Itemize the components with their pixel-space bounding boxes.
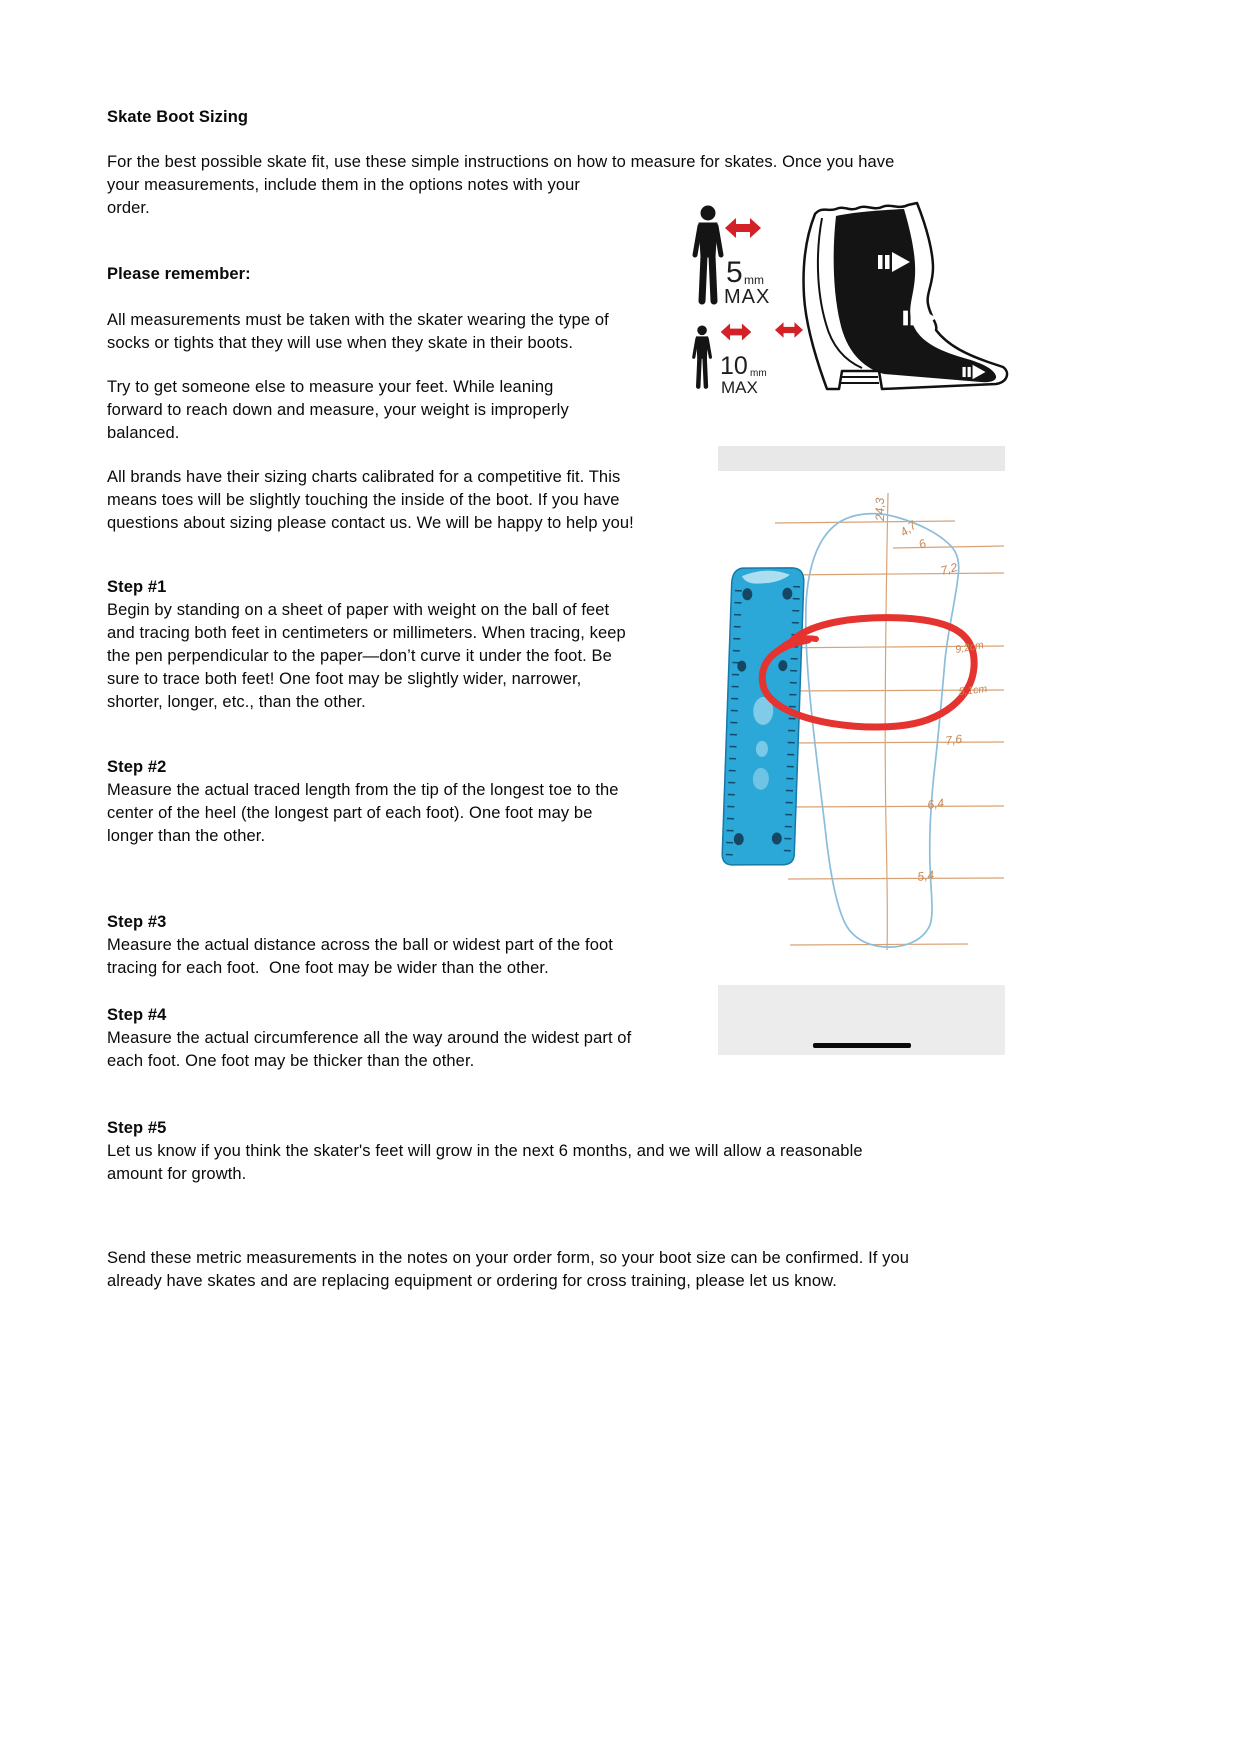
svg-text:6: 6 [916,536,929,552]
text-line: All measurements must be taken with the skater wearing the type of [107,311,609,329]
text-line: Measure the actual circumference all the way around the widest part of [107,1029,632,1047]
text-line: center of the heel (the longest part of each foot). One foot may be [107,804,593,822]
foot-tracing-photo [718,445,1005,1055]
text-line: Send these metric measurements in the notes on your order form, so your boot size can be confirmed. If you [107,1249,910,1267]
text-line: shorter, longer, etc., than the other. [107,693,366,711]
text-line: and tracing both feet in centimeters or millimeters. When tracing, keep [107,624,626,642]
step-2-body [107,779,619,848]
boot-diagram-graphic [686,200,1010,396]
svg-text:7,6: 7,6 [944,731,963,748]
heel-block-lines [840,377,879,383]
text-line: forward to reach down and measure, your weight is improperly [107,401,569,419]
measurement-lines [766,493,1004,950]
text-line: For the best possible skate fit, use these simple instructions on how to measure for skates. Once you have [107,153,895,171]
remember-paragraph-1 [107,309,609,355]
text-line: the pen perpendicular to the paper—don’t curve it under the foot. Be [107,647,612,665]
boot-sizing-diagram [686,200,1010,396]
text-line: amount for growth. [107,1165,247,1183]
ball-width-label: 9,2cm [954,639,985,656]
adult-figure-icon [695,206,721,301]
text-line: Try to get someone else to measure your feet. While leaning [107,378,554,396]
child-gap-value: 10 [720,352,748,380]
signature-line [813,1043,911,1048]
text-line: Measure the actual traced length from the tip of the longest toe to the [107,781,619,799]
svg-text:5,4: 5,4 [916,867,935,884]
step-1-heading: Step #1 [107,578,167,596]
step-5-heading: Step #5 [107,1119,167,1137]
text-line: Let us know if you think the skater's feet will grow in the next 6 months, and we will allow a reasonable [107,1142,863,1160]
text-line: balanced. [107,424,180,442]
step-5-body [107,1140,863,1186]
text-line: sure to trace both feet! One foot may be slightly wider, narrower, [107,670,582,688]
text-line: means toes will be slightly touching the inside of the boot. If you have [107,491,620,509]
text-line: All brands have their sizing charts calibrated for a competitive fit. This [107,468,621,486]
adult-gap-max: MAX [724,286,771,308]
child-figure-icon [694,326,711,387]
step-3-body [107,934,613,980]
step-3-heading: Step #3 [107,913,167,931]
child-gap-max: MAX [721,378,758,396]
text-line: tracing for each foot. One foot may be wider than the other. [107,959,549,977]
svg-text:5,1cm: 5,1cm [958,683,988,698]
text-line: order. [107,199,150,217]
remember-paragraph-2 [107,376,569,445]
ruler [722,566,804,867]
remember-paragraph-3 [107,466,634,535]
page-title: Skate Boot Sizing [107,108,249,126]
closing-paragraph [107,1247,909,1293]
photo-top-gray-bar [718,446,1005,471]
step-2-heading: Step #2 [107,758,167,776]
text-line: Measure the actual distance across the ball or widest part of the foot [107,936,613,954]
child-gap-unit: mm [750,368,767,379]
step-4-body [107,1027,631,1073]
text-line: each foot. One foot may be thicker than the other. [107,1052,475,1070]
text-line: Begin by standing on a sheet of paper with weight on the ball of feet [107,601,610,619]
remember-heading: Please remember: [107,265,251,283]
svg-text:4,7: 4,7 [897,518,919,540]
text-line: already have skates and are replacing equipment or ordering for cross training, please let us know. [107,1272,837,1290]
svg-text:6,4: 6,4 [926,795,945,812]
text-line: longer than the other. [107,827,266,845]
text-line: questions about sizing please contact us. We will be happy to help you! [107,514,634,532]
text-line: your measurements, include them in the options notes with your [107,176,581,194]
adult-gap-unit: mm [744,273,764,287]
adult-gap-value: 5 [726,256,743,289]
foot-length-label: 24,3 [873,497,887,521]
svg-text:7,2: 7,2 [939,560,959,578]
foot-tracing-graphic [718,445,1005,1055]
step-4-heading: Step #4 [107,1006,167,1024]
step-1-body [107,599,626,714]
text-line: socks or tights that they will use when they skate in their boots. [107,334,574,352]
